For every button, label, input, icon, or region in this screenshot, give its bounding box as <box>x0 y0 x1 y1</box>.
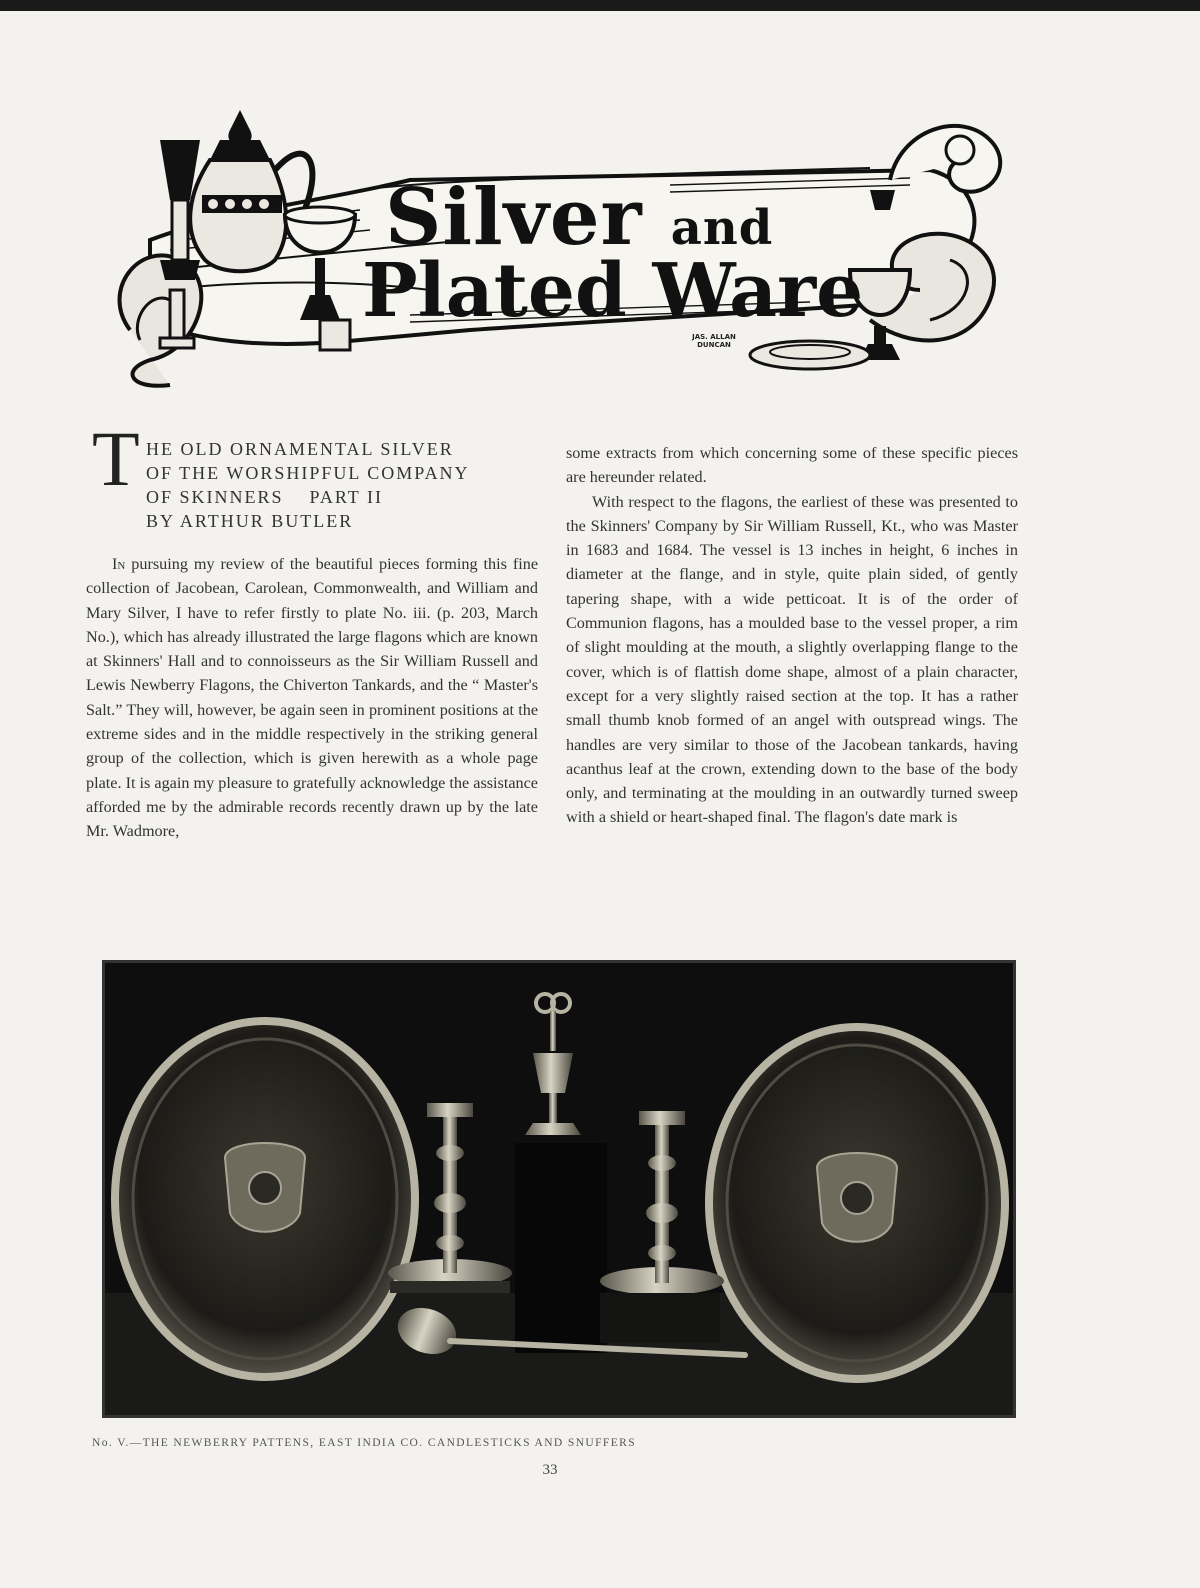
page-number: 33 <box>542 1462 558 1478</box>
silverware-photograph <box>102 960 1016 1418</box>
subtitle-line: OF SKINNERS PART II <box>146 487 383 507</box>
subtitle-line: OF THE WORSHIPFUL COMPANY <box>146 463 470 483</box>
paragraph-text: pursuing my review of the beautiful pieces forming this fine collection of Jacobean, Carolean, Commonwealth, and William and Mary Silver, I have to refer firstly to plate No. iii. (p. 203, March No.), which has already illustrated the large flagons which are known at Skinners' Hall and to connoisseurs as the Sir William Russell and Lewis Newberry Flagons, the Chiverton Tankards, and the “ Master's Salt.” They will, however, be again seen in prominent positions at the extreme sides and in the middle respectively in the striking general group of the collection, which is given herewith as a whole page plate. It is again my pleasure to gratefully acknowledge the assistance afforded me by the admirable records recently drawn up by the late Mr. Wadmore, <box>86 555 538 841</box>
body-paragraph <box>86 552 538 844</box>
drop-cap: T <box>92 415 140 502</box>
title-line-2: Plated Ware <box>362 248 864 334</box>
author-byline: BY ARTHUR BUTLER <box>146 511 354 531</box>
artist-signature: JAS. ALLAN DUNCAN <box>692 333 736 349</box>
article-subtitle <box>146 437 526 533</box>
coat-of-arms-icon <box>225 1143 305 1232</box>
title-word-silver: Silver <box>385 172 643 263</box>
coat-of-arms-icon <box>817 1153 897 1242</box>
right-text-column <box>566 441 1018 830</box>
page-top-edge <box>0 0 1200 11</box>
title-word-and: and <box>670 200 774 256</box>
body-paragraph: With respect to the flagons, the earliest of these was presented to the Skinners' Company by Sir William Russell, Kt., who was Master in 1683 and 1684. The vessel is 13 inches in height, 6 inches in diameter at the flange, and in style, quite plain sided, of gently tapering shape, with a wide petticoat. It is of the order of Communion flagons, has a moulded base to the vessel proper, a rim of slight moulding at the mouth, a slightly overlapping flange to the cover, which is of flattish dome shape, almost of a plain character, except for a very slightly raised section at the top. It has a rather small thumb knob formed of an angel with outspread wings. The handles are very similar to those of the Jacobean tankards, having acanthus leaf at the crown, extending down to the base of the body only, and terminating at the moulding in an outwardly turned sweep with a shield or heart-shaped final. The flagon's date mark is <box>566 492 1018 827</box>
right-paten-plate <box>709 1027 1005 1379</box>
body-paragraph-continued: some extracts from which concerning some of these specific pieces are hereunder related. <box>566 444 1018 487</box>
photo-caption: No. V.—THE NEWBERRY PATTENS, EAST INDIA CO. CANDLESTICKS AND SNUFFERS <box>92 1437 636 1449</box>
paragraph-lead-word: In <box>112 555 126 573</box>
subtitle-line: HE OLD ORNAMENTAL SILVER <box>146 439 454 459</box>
left-paten-plate <box>115 1021 415 1377</box>
left-text-column <box>86 552 538 844</box>
